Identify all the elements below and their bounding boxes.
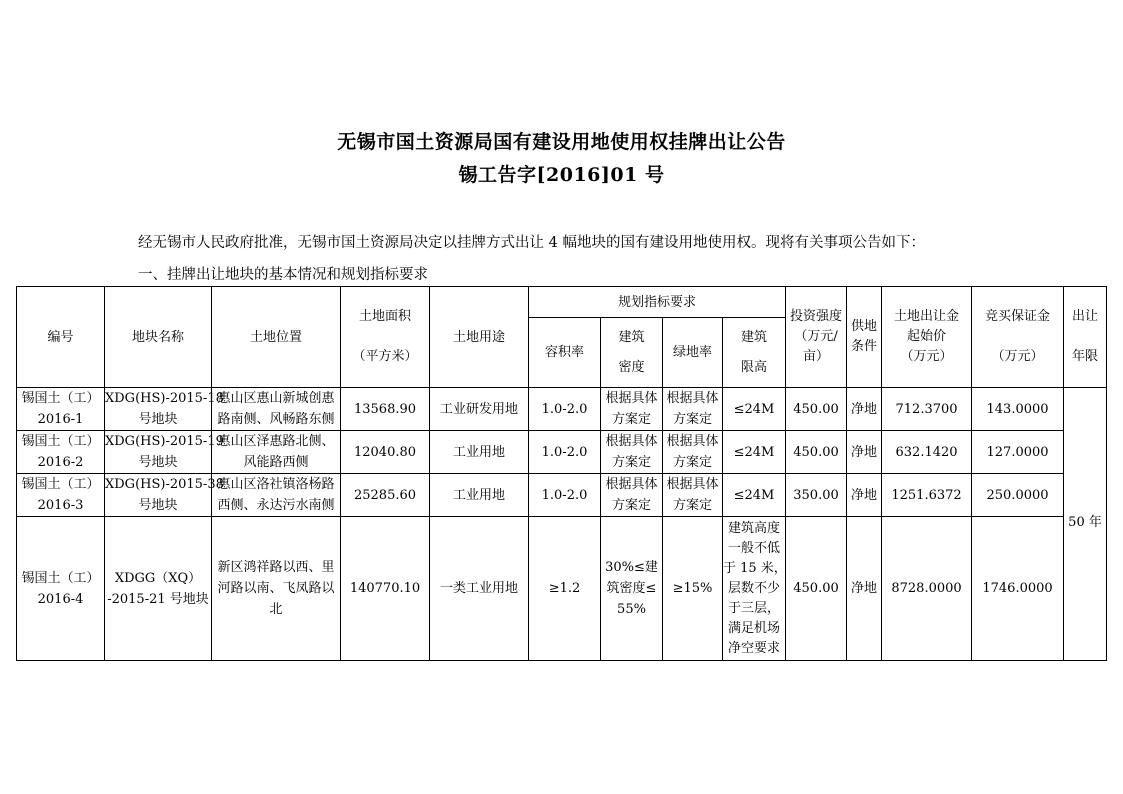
row-use: 一类工业用地 (430, 517, 529, 661)
row-area: 25285.60 (341, 474, 430, 517)
row-name-line2: 号地块 (138, 412, 178, 427)
row-name-line1: XDGG（XQ） (114, 570, 202, 586)
header-height-line1: 建筑 (741, 329, 768, 345)
header-invest-line3: 亩） (803, 349, 830, 364)
header-deposit-line2: （万元） (991, 349, 1044, 364)
land-parcel-table (16, 286, 1107, 661)
row-code-line2: 2016-2 (37, 455, 84, 470)
row-code-line2: 2016-3 (37, 498, 84, 513)
row-location-line2: 风能路西侧 (243, 455, 309, 470)
section-heading: 一、挂牌出让地块的基本情况和规划指标要求 (138, 267, 428, 283)
row-name-line1: XDG(HS)-2015-19 (105, 434, 224, 449)
table-row (17, 517, 1107, 661)
row-use: 工业研发用地 (430, 388, 529, 431)
header-price-line3: （万元） (900, 349, 953, 364)
header-invest-line1: 投资强度 (790, 309, 843, 324)
header-far: 容积率 (529, 318, 601, 388)
header-price-line1: 土地出让金 (894, 309, 960, 324)
row-invest: 450.00 (786, 431, 847, 474)
row-green-line2: 方案定 (672, 455, 712, 470)
header-price (882, 287, 972, 388)
row-far: 1.0-2.0 (529, 388, 601, 431)
table-row (17, 431, 1107, 474)
header-use: 土地用途 (430, 287, 529, 388)
header-planning: 规划指标要求 (529, 287, 786, 318)
header-location: 土地位置 (212, 287, 341, 388)
row-height-line4: 层数不少 (728, 580, 781, 596)
row-location-line1: 惠山区洛社镇洛杨路 (217, 477, 335, 492)
row-height (723, 517, 786, 661)
row-price: 1251.6372 (882, 474, 972, 517)
row-code (17, 474, 105, 517)
row-density-line2: 方案定 (611, 412, 651, 427)
row-density-line1: 根据具体 (605, 434, 658, 449)
row-invest: 450.00 (786, 517, 847, 661)
row-far: ≥1.2 (529, 517, 601, 661)
row-density-line1: 30%≤建 (605, 560, 658, 575)
row-location-line3: 北 (269, 602, 283, 617)
row-code-line1: 锡国土（工） (21, 477, 100, 492)
row-price: 8728.0000 (882, 517, 972, 661)
row-green: ≥15% (663, 517, 723, 661)
intro-paragraph: 经无锡市人民政府批准，无锡市国土资源局决定以挂牌方式出让 4 幅地块的国有建设用地使用权。现将有关事项公告如下： (138, 235, 925, 251)
row-code-line2: 2016-1 (37, 412, 84, 427)
row-name-line2: -2015-21 号地块 (107, 591, 209, 607)
row-supply: 净地 (847, 517, 882, 661)
row-density (601, 431, 663, 474)
row-density (601, 474, 663, 517)
header-area-line2: （平方米） (352, 349, 418, 364)
row-name-line1: XDG(HS)-2015-38 (105, 477, 224, 492)
row-deposit: 250.0000 (972, 474, 1064, 517)
row-name (105, 431, 224, 474)
row-height-line5: 于三层， (728, 600, 781, 616)
row-code-line1: 锡国土（工） (21, 434, 100, 449)
row-location (212, 431, 341, 474)
row-height: ≤24M (723, 431, 786, 474)
row-location (212, 388, 341, 431)
row-location-line2: 路南侧、风畅路东侧 (217, 412, 335, 427)
row-name-line1: XDG(HS)-2015-18 (105, 391, 224, 406)
header-green: 绿地率 (663, 318, 723, 388)
row-green-line1: 根据具体 (666, 434, 719, 449)
header-density (601, 318, 663, 388)
header-density-line2: 密度 (618, 359, 645, 375)
row-code (17, 431, 105, 474)
row-height: ≤24M (723, 388, 786, 431)
row-deposit: 127.0000 (972, 431, 1064, 474)
row-green-line2: 方案定 (672, 498, 712, 513)
header-invest (786, 287, 847, 388)
header-deposit (972, 287, 1064, 388)
row-supply: 净地 (847, 431, 882, 474)
document-title: 无锡市国土资源局国有建设用地使用权挂牌出让公告 (337, 131, 786, 153)
row-location-line2: 西侧、永达污水南侧 (217, 498, 335, 513)
row-green (663, 388, 723, 431)
row-area: 12040.80 (341, 431, 430, 474)
row-price: 712.3700 (882, 388, 972, 431)
row-height-line6: 满足机场 (728, 620, 781, 636)
header-name: 地块名称 (105, 287, 212, 388)
term-cell: 50 年 (1064, 388, 1107, 661)
header-invest-line2: （万元/ (794, 329, 838, 344)
row-green-line1: 根据具体 (666, 477, 719, 492)
header-height-line2: 限高 (741, 359, 768, 375)
row-density-line2: 方案定 (611, 498, 651, 513)
table-row (17, 388, 1107, 431)
row-area: 13568.90 (341, 388, 430, 431)
row-code-line1: 锡国土（工） (21, 570, 100, 586)
header-area (341, 287, 430, 388)
header-height (723, 318, 786, 388)
row-code-line2: 2016-4 (37, 591, 84, 607)
row-density-line2: 方案定 (611, 455, 651, 470)
header-supply-line2: 条件 (851, 339, 878, 354)
row-height: ≤24M (723, 474, 786, 517)
row-name (105, 388, 224, 431)
row-green-line1: 根据具体 (666, 391, 719, 406)
header-supply-line1: 供地 (851, 319, 878, 334)
row-density (601, 388, 663, 431)
row-location-line1: 惠山区泽惠路北侧、 (217, 434, 335, 449)
header-code: 编号 (17, 287, 105, 388)
row-invest: 350.00 (786, 474, 847, 517)
row-location-line2: 河路以南、飞凤路以 (217, 581, 335, 596)
row-code-line1: 锡国土（工） (21, 391, 100, 406)
header-density-line1: 建筑 (618, 329, 645, 345)
row-name (105, 517, 212, 661)
row-supply: 净地 (847, 474, 882, 517)
row-location (212, 474, 341, 517)
row-density-line3: 55% (617, 602, 646, 617)
row-code (17, 388, 105, 431)
row-use: 工业用地 (430, 431, 529, 474)
row-far: 1.0-2.0 (529, 474, 601, 517)
header-term (1064, 287, 1107, 388)
row-supply: 净地 (847, 388, 882, 431)
row-deposit: 143.0000 (972, 388, 1064, 431)
row-code (17, 517, 105, 661)
row-name-line2: 号地块 (138, 455, 178, 470)
row-height-line3: 于 15 米， (723, 560, 787, 576)
row-green (663, 474, 723, 517)
row-area: 140770.10 (341, 517, 430, 661)
header-supply (847, 287, 882, 388)
row-location-line1: 新区鸿祥路以西、里 (217, 560, 335, 575)
row-density (601, 517, 663, 661)
row-height-line1: 建筑高度 (728, 520, 781, 536)
row-invest: 450.00 (786, 388, 847, 431)
row-deposit: 1746.0000 (972, 517, 1064, 661)
header-term-line1: 出让 (1072, 309, 1099, 324)
header-term-line2: 年限 (1072, 349, 1099, 364)
row-green (663, 431, 723, 474)
row-location-line1: 惠山区惠山新城创惠 (217, 391, 335, 406)
row-density-line1: 根据具体 (605, 477, 658, 492)
row-location (212, 517, 341, 661)
row-density-line2: 筑密度≤ (606, 581, 657, 596)
row-height-line7: 净空要求 (728, 640, 781, 656)
row-height-line2: 一般不低 (728, 540, 781, 556)
table-row (17, 474, 1107, 517)
row-name (105, 474, 224, 517)
document-number: 锡工告字[2016]01 号 (458, 164, 665, 186)
row-name-line2: 号地块 (138, 498, 178, 513)
header-deposit-line1: 竞买保证金 (985, 309, 1051, 324)
row-density-line1: 根据具体 (605, 391, 658, 406)
header-price-line2: 起始价 (907, 329, 947, 344)
row-use: 工业用地 (430, 474, 529, 517)
header-area-line1: 土地面积 (358, 309, 411, 324)
row-far: 1.0-2.0 (529, 431, 601, 474)
row-green-line2: 方案定 (672, 412, 712, 427)
row-price: 632.1420 (882, 431, 972, 474)
